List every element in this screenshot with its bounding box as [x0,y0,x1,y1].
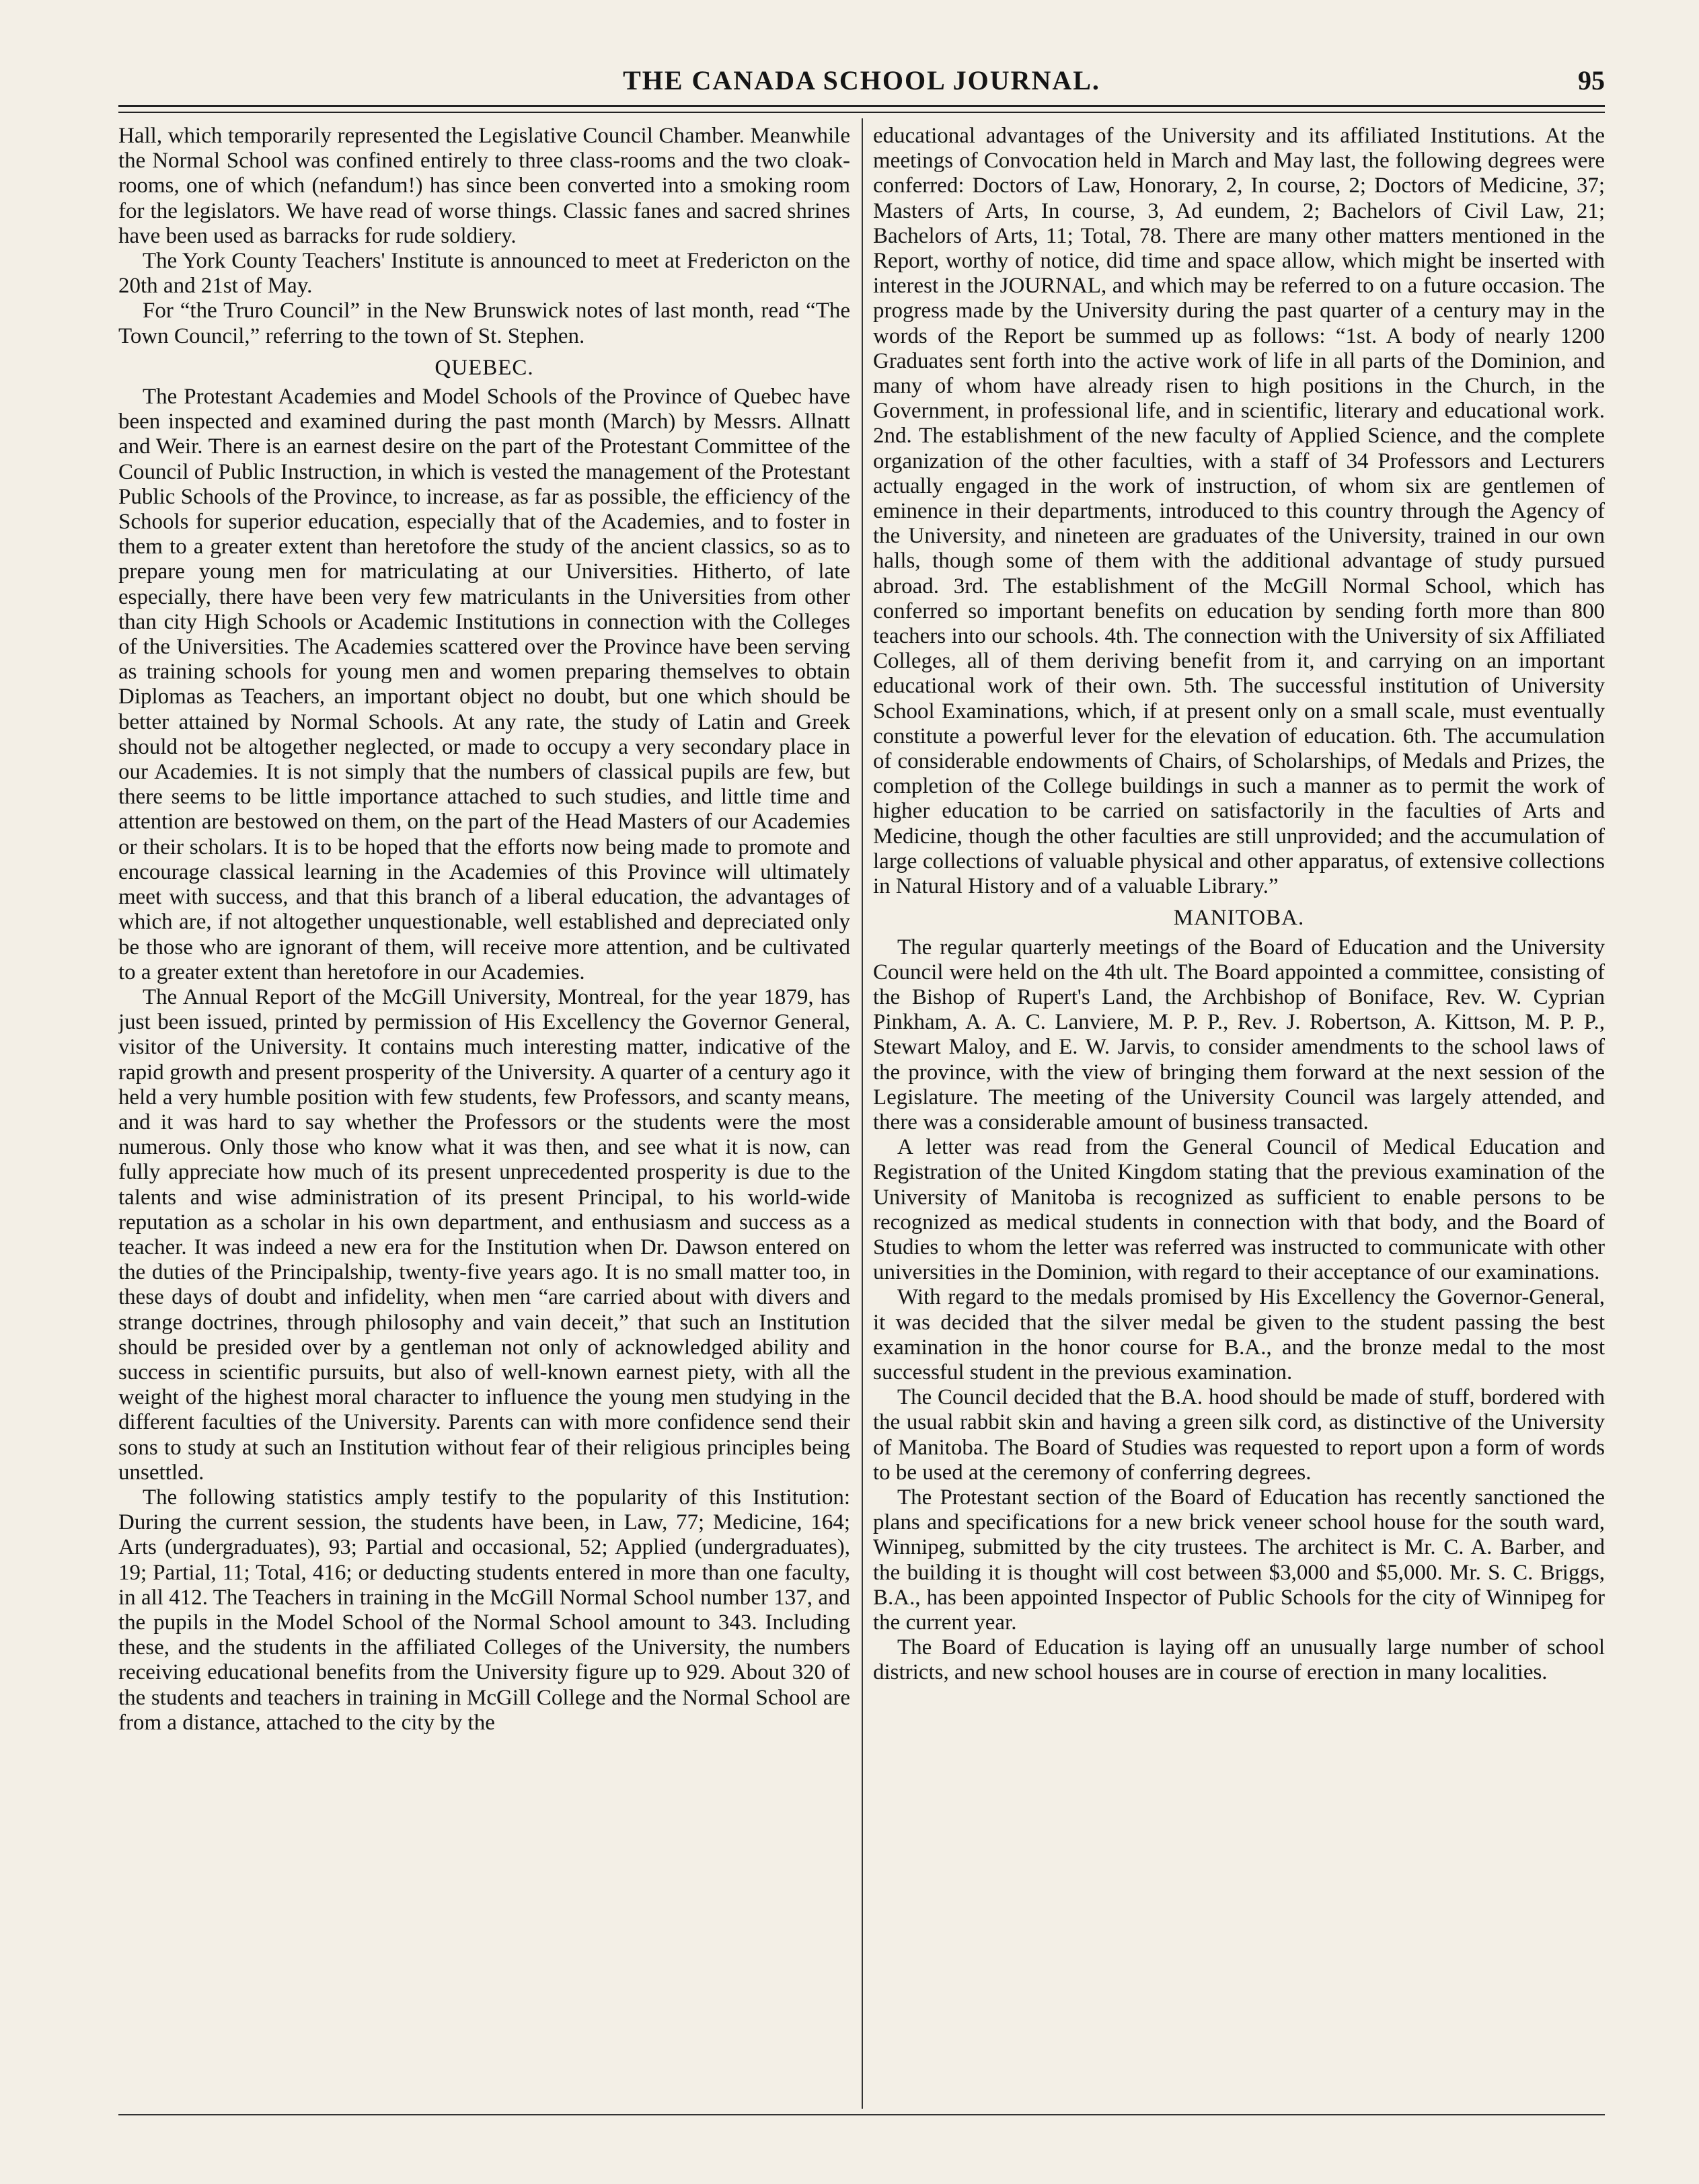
footer-rule [118,2114,1605,2115]
paragraph: The Council decided that the B.A. hood should be made of stuff, bordered with the usual rabbit skin and having a green silk cord, as distinctive of the University of Manitoba. The Board of Studies was requested to report upon a form of words to be used at the ceremony of conferring degrees. [873,1385,1605,1485]
column-divider [862,118,863,2109]
paragraph: A letter was read from the General Council of Medical Education and Registration of the United Kingdom stating that the previous examination of the University of Manitoba is recognized as sufficient to enable persons to be recognized as medical students in connection with that body, and the Board of Studies to whom the letter was referred was instructed to communicate with other universities in the Dominion, with regard to their acceptance of our examinations. [873,1135,1605,1285]
paragraph: The York County Teachers' Institute is announced to meet at Fredericton on the 20th and 21st of May. [118,249,850,299]
paragraph: The Annual Report of the McGill University, Montreal, for the year 1879, has just been issued, printed by permission of His Excellency the Governor General, visitor of the University. It contains much interesting matter, indicative of the rapid growth and present prosperity of the University. A quarter of a century ago it held a very humble position with few students, few Professors, and scanty means, and it was hard to say whether the Professors or the students were the most numerous. Only those who know what it was then, and see what it is now, can fully appreciate how much of its present unprecedented prosperity is due to the talents and wise administration of its present Principal, to his world-wide reputation as a scholar in his own department, and enthusiasm and success as a teacher. It was indeed a new era for the Institution when Dr. Dawson entered on the duties of the Principalship, twenty-five years ago. It is no small matter too, in these days of doubt and infidelity, when men “are carried about with divers and strange doctrines, through philosophy and vain deceit,” that such an Institution should be presided over by a gentleman not only of acknowledged ability and success in scientific pursuits, but also of well-known earnest piety, with all the weight of the highest moral character to influence the young men studying in the different faculties of the University. Parents can with more confidence send their sons to study at such an Institution without fear of their religious principles being unsettled. [118,984,850,1485]
paragraph: For “the Truro Council” in the New Brunswick notes of last month, read “The Town Council,” referring to the town of St. Stephen. [118,299,850,348]
journal-page [118,40,1605,2125]
paragraph: The regular quarterly meetings of the Board of Education and the University Council were held on the 4th ult. The Board appointed a committee, consisting of the Bishop of Rupert's Land, the Archbishop of Boniface, Rev. W. Cyprian Pinkham, A. A. C. Lanviere, M. P. P., Rev. J. Robertson, A. Kittson, M. P. P., Stewart Maloy, and E. W. Jarvis, to consider amendments to the school laws of the province, with the view of bringing them forward at the next session of the Legislature. The meeting of the University Council was largely attended, and there was a considerable amount of business transacted. [873,935,1605,1134]
left-column [118,124,850,2107]
page-header [118,63,1605,104]
section-heading-manitoba: MANITOBA. [1173,906,1305,931]
paragraph: The following statistics amply testify to the popularity of this Institution: During the current session, the students have been, in Law, 77; Medicine, 164; Arts (undergraduates), 93; Partial and occasional, 52; Applied (undergraduates), 19; Partial, 11; Total, 416; or deducting students entered in more than one faculty, in all 412. The Teachers in training in the McGill Normal School number 137, and the pupils in the Model School of the Normal School amount to 343. Including these, and the students in the affiliated Colleges of the University, the numbers receiving educational benefits from the University figure up to 929. About 320 of the students and teachers in training in McGill College and the Normal School are from a distance, attached to the city by the [118,1485,850,1735]
page-number: 95 [1578,65,1605,95]
paragraph: educational advantages of the University and its affiliated Institutions. At the meetings of Convocation held in March and May last, the following degrees were conferred: Doctors of Law, Honorary, 2, In course, 2; Doctors of Medicine, 37; Masters of Arts, In course, 3, Ad eundem, 2; Bachelors of Civil Law, 21; Bachelors of Arts, 11; Total, 78. There are many other matters mentioned in the Report, worthy of notice, did time and space allow, which might be inserted with interest in the JOURNAL, and which may be referred to on a future occasion. The progress made by the University during the past quarter of a century may in the words of the Report be summed up as follows: “1st. A body of nearly 1200 Graduates sent forth into the active work of life in all parts of the Dominion, and many of whom have already risen to high positions in the Church, in the Government, in professional life, and in scientific, literary and educational work. 2nd. The establishment of the new faculty of Applied Science, and the complete organization of the other faculties, with a staff of 34 Professors and Lecturers actually engaged in the work of instruction, of whom six are gentlemen of eminence in their departments, introduced to this country through the Agency of the University, and nineteen are graduates of the University, trained in our own halls, though some of them with the additional advantage of study pursued abroad. 3rd. The establishment of the McGill Normal School, which has conferred so important benefits on education by sending forth more than 800 teachers into our schools. 4th. The connection with the University of six Affiliated Colleges, all of them deriving benefit from it, and carrying on an important educational work of their own. 5th. The successful institution of University School Examinations, which, if at present only on a small scale, must eventually constitute a powerful lever for the elevation of education. 6th. The accumulation of considerable endowments of Chairs, of Scholarships, of Medals and Prizes, the completion of the College buildings in such a manner as to permit the work of higher education to be carried on satisfactorily in the faculties of Arts and Medicine, though the other faculties are still unprovided; and the accumulation of large collections of valuable physical and other apparatus, of extensive collections in Natural History and of a valuable Library.” [873,124,1605,899]
header-rule-top [118,105,1605,107]
paragraph: The Protestant Academies and Model Schools of the Province of Quebec have been inspected and examined during the past month (March) by Messrs. Allnatt and Weir. There is an earnest desire on the part of the Protestant Committee of the Council of Public Instruction, in which is vested the management of the Protestant Public Schools of the Province, to increase, as far as possible, the efficiency of the Schools for superior education, especially that of the Academies, and to foster in them to a greater extent than heretofore the study of the ancient classics, so as to prepare young men for matriculating at our Universities. Hitherto, of late especially, there have been very few matriculants in the Universities from other than city High Schools or Academic Institutions in connection with the Colleges of the Universities. The Academies scattered over the Province have been serving as training schools for young men and women preparing themselves to obtain Diplomas as Teachers, an important object no doubt, but one which should be better attained by Normal Schools. At any rate, the study of Latin and Greek should not be altogether neglected, or made to occupy a very secondary place in our Academies. It is not simply that the numbers of classical pupils are few, but there seems to be little importance attached to such studies, and little time and attention are bestowed on them, on the part of the Head Masters of our Academies or their scholars. It is to be hoped that the efforts now being made to promote and encourage classical learning in the Academies of this Province will ultimately meet with success, and that this branch of a liberal education, the advantages of which are, if not altogether unquestionable, well established and depreciated only be those who are ignorant of them, will receive more attention, and be cultivated to a greater extent than heretofore in our Academies. [118,385,850,984]
journal-title: THE CANADA SCHOOL JOURNAL. [623,65,1100,95]
paragraph: The Board of Education is laying off an unusually large number of school districts, and new school houses are in course of erection in many localities. [873,1635,1605,1685]
right-column [873,124,1605,2107]
section-heading-quebec: QUEBEC. [435,355,534,380]
paragraph: The Protestant section of the Board of Education has recently sanctioned the plans and specifications for a new brick veneer school house for the south ward, Winnipeg, submitted by the city trustees. The architect is Mr. C. A. Barber, and the building it is thought will cost between $3,000 and $5,000. Mr. S. C. Briggs, B.A., has been appointed Inspector of Public Schools for the city of Winnipeg for the current year. [873,1485,1605,1635]
paragraph: Hall, which temporarily represented the Legislative Council Chamber. Meanwhile the Normal School was confined entirely to three class-rooms and the two cloak-rooms, one of which (nefandum!) has since been converted into a smoking room for the legislators. We have read of worse things. Classic fanes and sacred shrines have been used as barracks for rude soldiery. [118,124,850,248]
paragraph: With regard to the medals promised by His Excellency the Governor-General, it was decided that the silver medal be given to the student passing the best examination in the honor course for B.A., and the bronze medal to the most successful student in the previous examination. [873,1285,1605,1384]
header-rule-bottom [118,112,1605,113]
